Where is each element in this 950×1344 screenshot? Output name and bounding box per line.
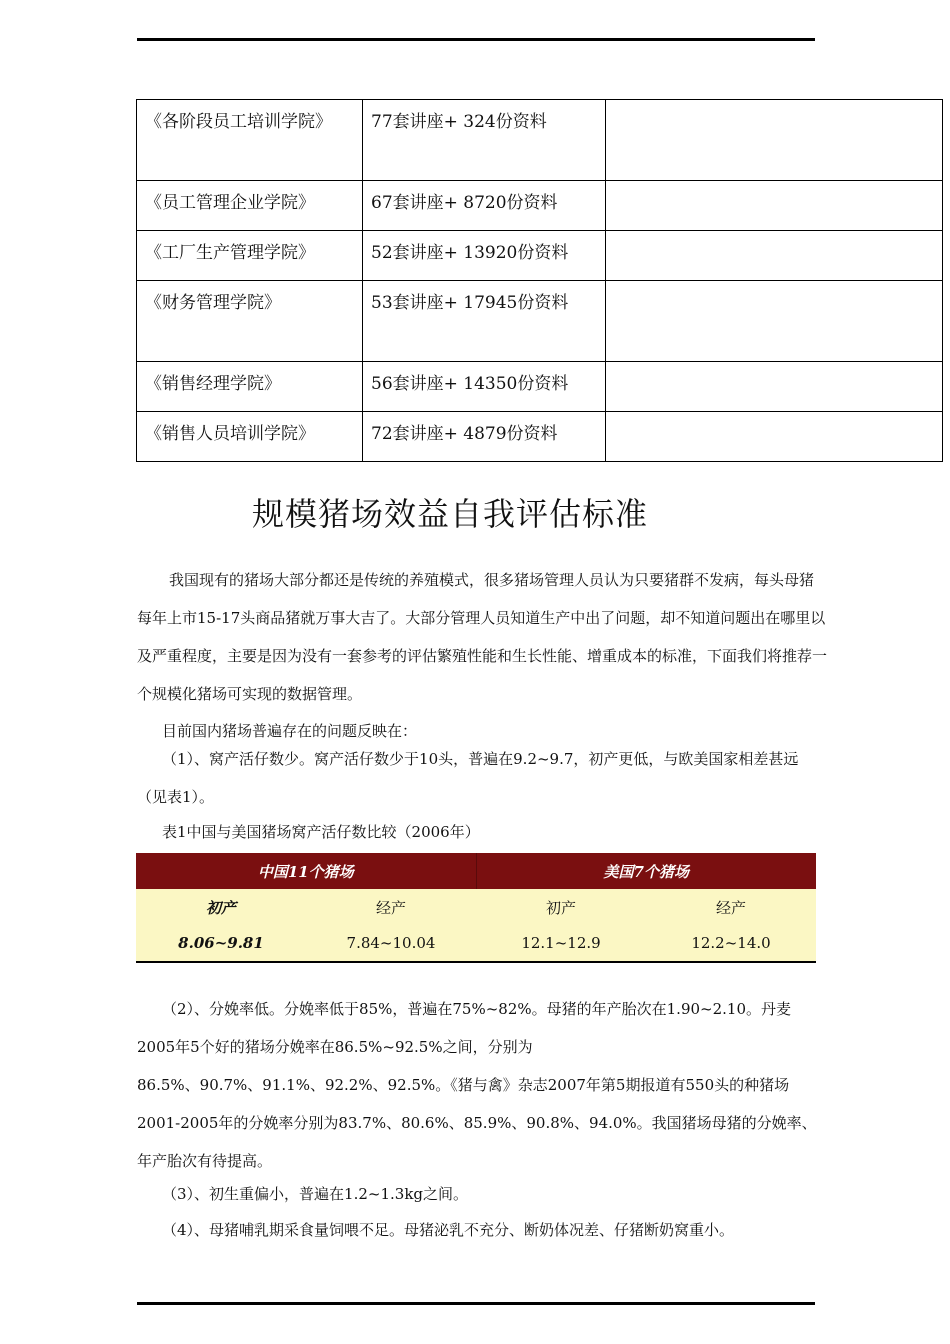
value-cell: 12.1~12.9 [476,925,646,962]
catalog-count: 67套讲座+ 8720份资料 [363,181,606,231]
comparison-table [136,853,816,963]
catalog-note [606,362,943,412]
problem-4: （4）、母猪哺乳期采食量饲喂不足。母猪泌乳不充分、断奶体况差、仔猪断奶窝重小。 [162,1221,735,1239]
catalog-name: 《销售经理学院》 [137,362,363,412]
table-row [137,362,943,412]
label-cell: 初产 [136,889,306,925]
catalog-name: 《财务管理学院》 [137,281,363,362]
label-cell: 初产 [476,889,646,925]
catalog-count: 77套讲座+ 324份资料 [363,100,606,181]
catalog-name: 《销售人员培训学院》 [137,412,363,462]
label-cell: 经产 [646,889,816,925]
catalog-note [606,412,943,462]
catalog-name: 《员工管理企业学院》 [137,181,363,231]
catalog-count: 52套讲座+ 13920份资料 [363,231,606,281]
catalog-note [606,231,943,281]
footer-rule [137,1302,815,1305]
header-rule [137,38,815,41]
table-row [137,281,943,362]
value-cell: 8.06~9.81 [136,925,306,962]
table-row [136,889,816,925]
comparison-header-row [136,853,816,889]
table-caption: 表1中国与美国猪场窝产活仔数比较（2006年） [162,823,480,841]
intro-paragraph: 我国现有的猪场大部分都还是传统的养殖模式，很多猪场管理人员认为只要猪群不发病，每头母猪每年上市15-17头商品猪就万事大吉了。大部分管理人员知道生产中出了问题，却不知道问题出在哪里以及严重程度，主要是因为没有一套参考的评估繁殖性能和生长性能、增重成本的标准，下面我们将推荐一个规模化猪场可实现的数据管理。 [137,571,828,703]
catalog-note [606,181,943,231]
table-row [136,925,816,962]
catalog-name: 《各阶段员工培训学院》 [137,100,363,181]
catalog-name: 《工厂生产管理学院》 [137,231,363,281]
table-row [137,231,943,281]
table-row [137,412,943,462]
header-china: 中国11个猪场 [136,853,476,889]
value-cell: 12.2~14.0 [646,925,816,962]
value-cell: 7.84~10.04 [306,925,476,962]
catalog-table [136,99,943,462]
label-cell: 经产 [306,889,476,925]
table-row [137,100,943,181]
catalog-count: 72套讲座+ 4879份资料 [363,412,606,462]
header-usa: 美国7个猪场 [476,853,816,889]
catalog-count: 56套讲座+ 14350份资料 [363,362,606,412]
catalog-note [606,100,943,181]
problem-2b: 86.5%、90.7%、91.1%、92.2%、92.5%。《猪与禽》杂志2007年第5期报道有550头的种猪场2001-2005年的分娩率分别为83.7%、80.6%、85.9%、90.8%、94.0%。我国猪场母猪的分娩率、年产胎次有待提高。 [137,1076,817,1170]
problems-intro: 目前国内猪场普遍存在的问题反映在： [162,722,418,740]
document-title: 规模猪场效益自我评估标准 [251,495,648,534]
table-row [137,181,943,231]
catalog-count: 53套讲座+ 17945份资料 [363,281,606,362]
problem-1: （1）、窝产活仔数少。窝产活仔数少于10头，普遍在9.2~9.7，初产更低，与欧美国家相差甚远（见表1）。 [137,750,799,806]
problem-3: （3）、初生重偏小，普遍在1.2~1.3kg之间。 [162,1185,469,1203]
problem-2a: （2）、分娩率低。分娩率低于85%，普遍在75%~82%。母猪的年产胎次在1.90~2.10。丹麦2005年5个好的猪场分娩率在86.5%~92.5%之间，分别为 [137,1000,791,1056]
catalog-note [606,281,943,362]
